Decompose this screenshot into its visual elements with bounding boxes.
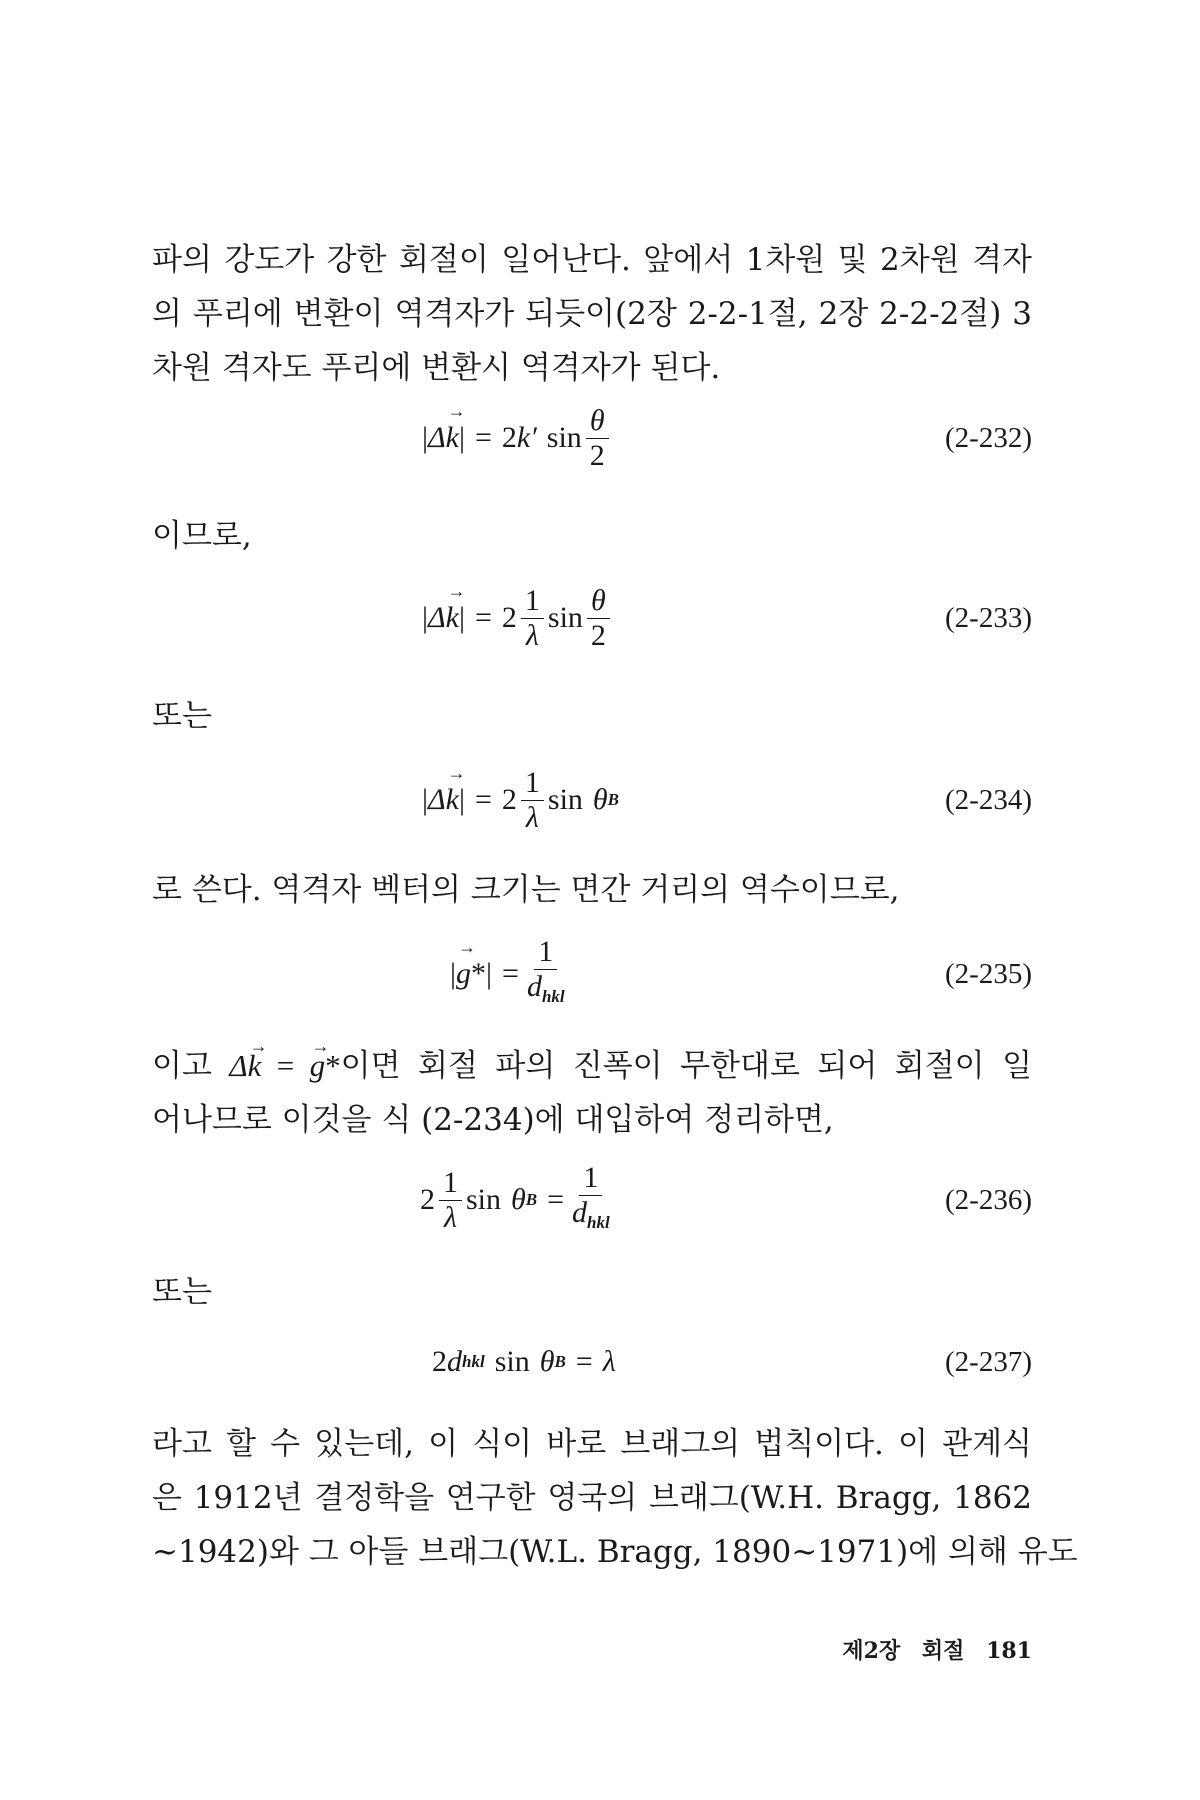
equation-2-235 [152,934,1032,1014]
body-text-line: 어나므로 이것을 식 (2-234)에 대입하여 정리하면, [152,1102,834,1138]
fraction: $\frac{1}{d_{hkl}}$ [526,934,565,1006]
page-footer [828,1634,1032,1665]
equation-expression: 2 d hkl sin θ B = λ [432,1345,616,1378]
equation-expression: 2 $\frac{1}{\lambda}$ sin θ B = $\frac{1}{d_{hkl}}$ [420,1160,618,1240]
equation-2-236 [152,1160,1032,1240]
equation-expression: | g → * | = $\frac{1}{d_{hkl}}$ [450,934,573,1014]
body-text-line: 또는 [152,1274,212,1310]
equation-number: (2-232) [945,421,1032,454]
fraction: $\frac{1}{\lambda}$ [521,584,544,653]
body-text-line: ~1942)와 그 아들 브래그(W.L. Bragg, 1890~1971)에 의해 유도 [152,1534,1078,1570]
body-text-line: 차원 격자도 푸리에 변환시 역격자가 된다. [152,350,721,386]
k-vector: k → [446,421,459,455]
body-text-line: 의 푸리에 변환이 역격자가 되듯이(2장 2-2-1절, 2장 2-2-2절) 3 [152,296,1032,332]
equation-expression: | Δ k → | = 2 k′ sin $\frac{\theta}{2}$ [422,398,613,478]
fraction: $\frac{1}{\lambda}$ [439,1166,462,1235]
equation-number: (2-237) [945,1345,1032,1378]
body-text-line: 은 1912년 결정학을 연구한 영국의 브래그(W.H. Bragg, 1862 [152,1480,1032,1516]
body-text-line: 이고 Δk → = g →*이면 회절 파의 진폭이 무한대로 되어 회절이 일 [152,1046,1032,1086]
fraction: $\frac{\theta}{2}$ [586,404,609,473]
equation-2-233 [152,578,1032,658]
body-text-line: 또는 [152,698,212,734]
body-text-line: 라고 할 수 있는데, 이 식이 바로 브래그의 법칙이다. 이 관계식 [152,1426,1032,1462]
page-number: 181 [986,1638,1032,1664]
equation-expression: | Δ k → | = 2 $\frac{1}{\lambda}$ sin $\frac{\theta}{2}$ [422,578,614,658]
footer-chapter: 제2장 [842,1638,901,1664]
footer-title: 회절 [921,1638,965,1664]
g-vector: g → [310,1046,326,1086]
equation-number: (2-236) [945,1183,1032,1216]
equation-2-234 [152,760,1032,840]
g-vector: g → [456,957,471,991]
equation-number: (2-235) [945,957,1032,990]
body-text-line: 파의 강도가 강한 회절이 일어난다. 앞에서 1차원 및 2차원 격자 [152,242,1032,278]
k-vector: k → [446,601,459,635]
equation-2-232 [152,398,1032,478]
equation-2-237 [152,1322,1032,1402]
fraction: $\frac{1}{d_{hkl}}$ [572,1160,610,1232]
body-text-line: 이므로, [152,518,252,554]
fraction: $\frac{1}{\lambda}$ [521,766,544,835]
k-vector: k → [248,1046,262,1086]
equation-number: (2-234) [945,783,1032,816]
equation-number: (2-233) [945,601,1032,634]
equation-expression: | Δ k → | = 2 $\frac{1}{\lambda}$ sin θ B [422,760,619,840]
k-vector: k → [446,783,459,817]
fraction: $\frac{\theta}{2}$ [587,584,610,653]
body-text-line: 로 쓴다. 역격자 벡터의 크기는 면간 거리의 역수이므로, [152,872,900,908]
